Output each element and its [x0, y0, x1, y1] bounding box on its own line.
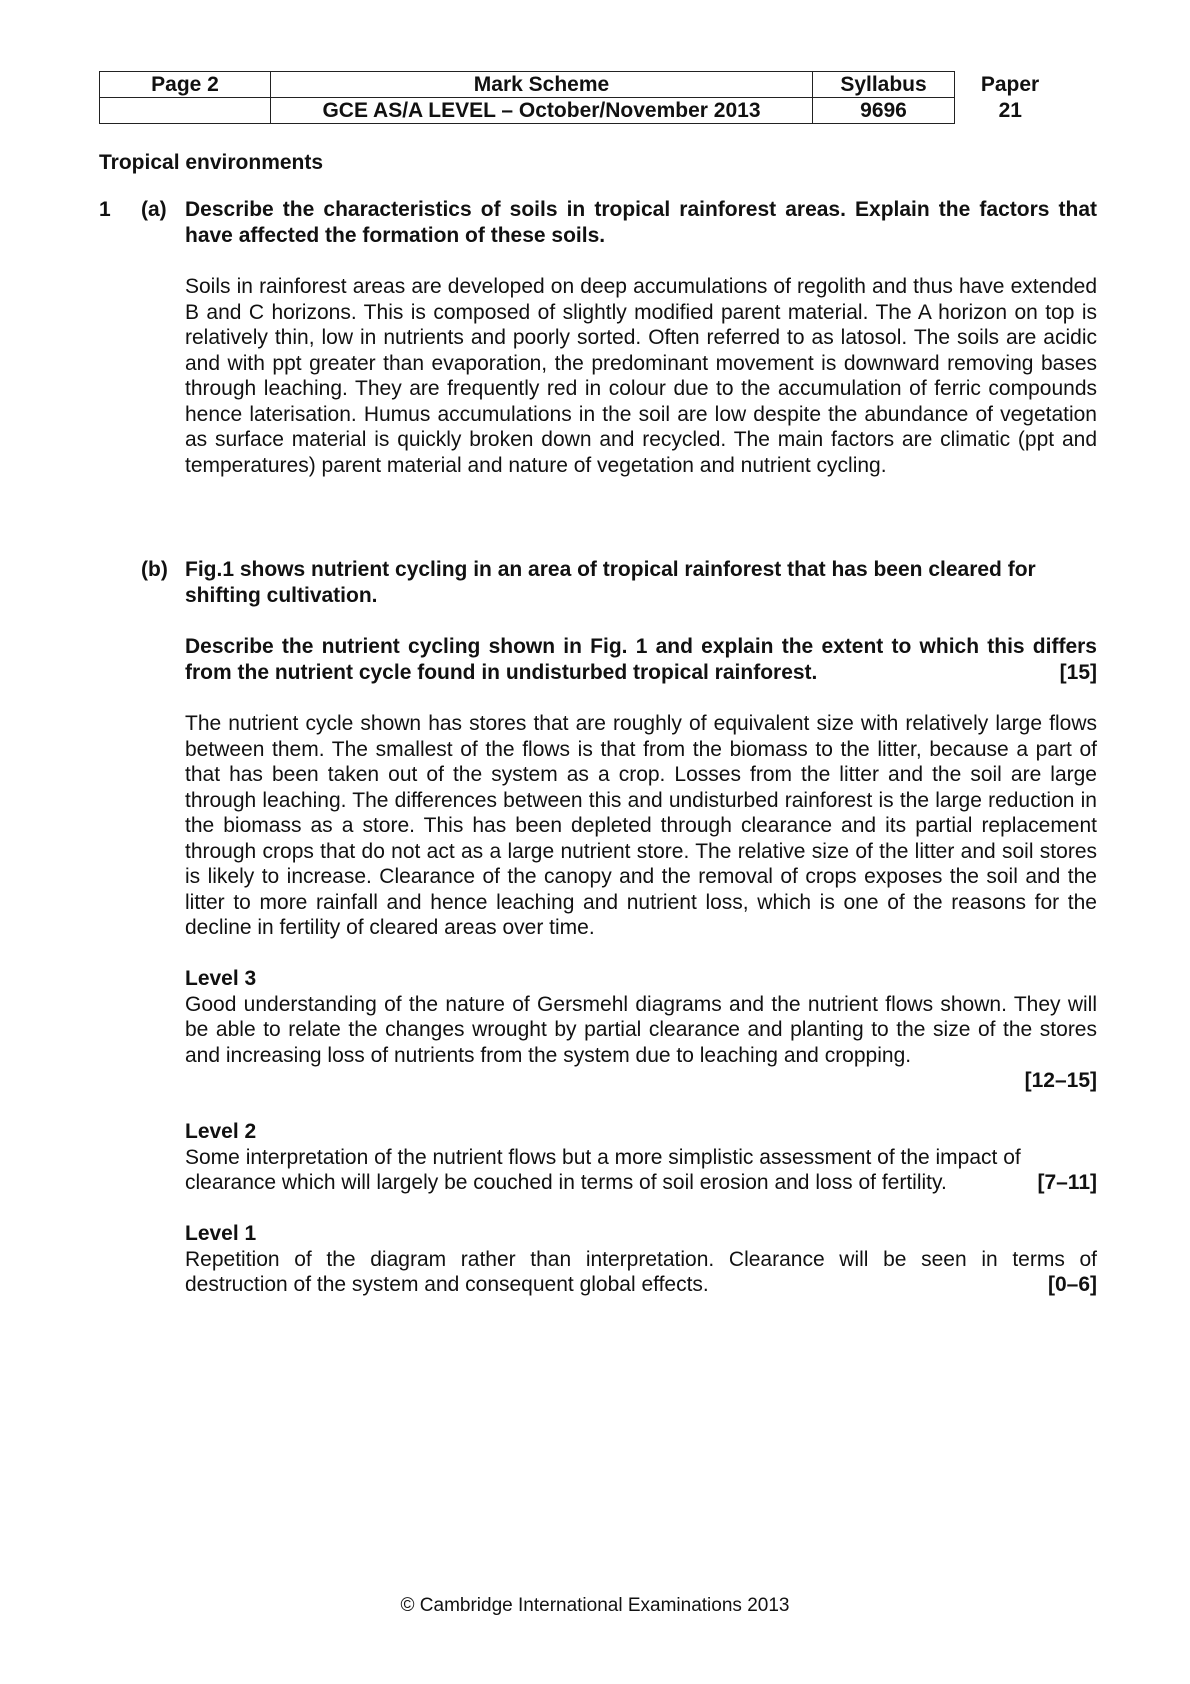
part-b-question-1: Fig.1 shows nutrient cycling in an area of tropical rainforest that has been cleared for shifting cultivation. [185, 558, 1036, 607]
level-2-text-1: Some interpretation of the nutrient flows but a more simplistic assessment of the impact of [185, 1145, 1021, 1169]
header-page: Page 2 [100, 72, 271, 98]
part-b-label: (b) [141, 558, 168, 581]
part-b-question-2-wrap [185, 634, 1097, 685]
level-3-block [185, 966, 1097, 1094]
question-number: 1 [99, 198, 111, 221]
level-2-text-2: clearance which will largely be couched in terms of soil erosion and loss of fertility. [185, 1171, 947, 1194]
part-b-question-2: Describe the nutrient cycling shown in Fig. 1 and explain the extent to which this differs from the nutrient cycle found in undisturbed tropical rainforest. [185, 635, 1097, 684]
level-2-mark: [7–11] [1037, 1171, 1097, 1194]
part-a-label: (a) [141, 198, 167, 221]
header-paper-value: 21 [998, 99, 1022, 122]
level-1-last-row [185, 1272, 1097, 1298]
level-1-block [185, 1221, 1097, 1298]
level-1-mark: [0–6] [1047, 1273, 1097, 1296]
level-1-text-1: Repetition of the diagram rather than interpretation. Clearance will be seen in terms of [185, 1247, 1097, 1271]
header-empty-cell [100, 98, 271, 124]
level-2-title: Level 2 [185, 1120, 257, 1143]
level-2-block [185, 1119, 1097, 1196]
header-title: Mark Scheme [271, 72, 813, 98]
part-b-answer: The nutrient cycle shown has stores that are roughly of equivalent size with relatively large flows between them. The smallest of the flows is that from the biomass to the litter, because a part of that has been taken out of the system as a crop. Losses from the litter and the soil are large through leaching. The differences between this and undisturbed rainforest is the large reduction in the biomass as a store. This has been depleted through clearance and its partial replacement through crops that do not act as a large nutrient store. The relative size of the litter and soil stores is likely to increase. Clearance of the canopy and the removal of crops exposes the soil and the litter to more rainfall and hence leaching and nutrient loss, which is one of the reasons for the decline in fertility of cleared areas over time. [185, 712, 1097, 939]
part-a-answer: Soils in rainforest areas are developed on deep accumulations of regolith and thus have extended B and C horizons. This is composed of slightly modified parent material. The A horizon on top is relatively thin, low in nutrients and poorly sorted. Often referred to as latosol. The soils are acidic and with ppt greater than evaporation, the predominant movement is downward removing bases through leaching. They are frequently red in colour due to the accumulation of ferric compounds hence laterisation. Humus accumulations in the soil are low despite the abundance of vegetation as surface material is quickly broken down and recycled. The main factors are climatic (ppt and temperatures) parent material and nature of vegetation and nutrient cycling. [185, 275, 1097, 477]
header-syllabus-value: 9696 [813, 98, 955, 124]
level-1-text-2: destruction of the system and consequent global effects. [185, 1273, 709, 1296]
level-2-last-row [185, 1170, 1097, 1196]
header-table [99, 71, 1066, 124]
level-3-title: Level 3 [185, 967, 257, 990]
level-3-mark: [12–15] [1024, 1069, 1097, 1092]
header-paper-label: Paper [980, 73, 1040, 96]
header-syllabus-label: Syllabus [813, 72, 955, 98]
part-b-question-mark: [15] [1059, 660, 1097, 684]
footer-copyright: © Cambridge International Examinations 2013 [400, 1595, 790, 1616]
level-3-text: Good understanding of the nature of Gersmehl diagrams and the nutrient flows shown. They will be able to relate the changes wrought by partial clearance and planting to the size of the stores and increasing loss of nutrients from the system due to leaching and cropping. [185, 992, 1097, 1067]
part-a-question: Describe the characteristics of soils in tropical rainforest areas. Explain the factors that have affected the formation of these soils. [185, 198, 1097, 247]
level-1-title: Level 1 [185, 1222, 257, 1245]
section-title: Tropical environments [99, 151, 324, 174]
header-subtitle: GCE AS/A LEVEL – October/November 2013 [271, 98, 813, 124]
